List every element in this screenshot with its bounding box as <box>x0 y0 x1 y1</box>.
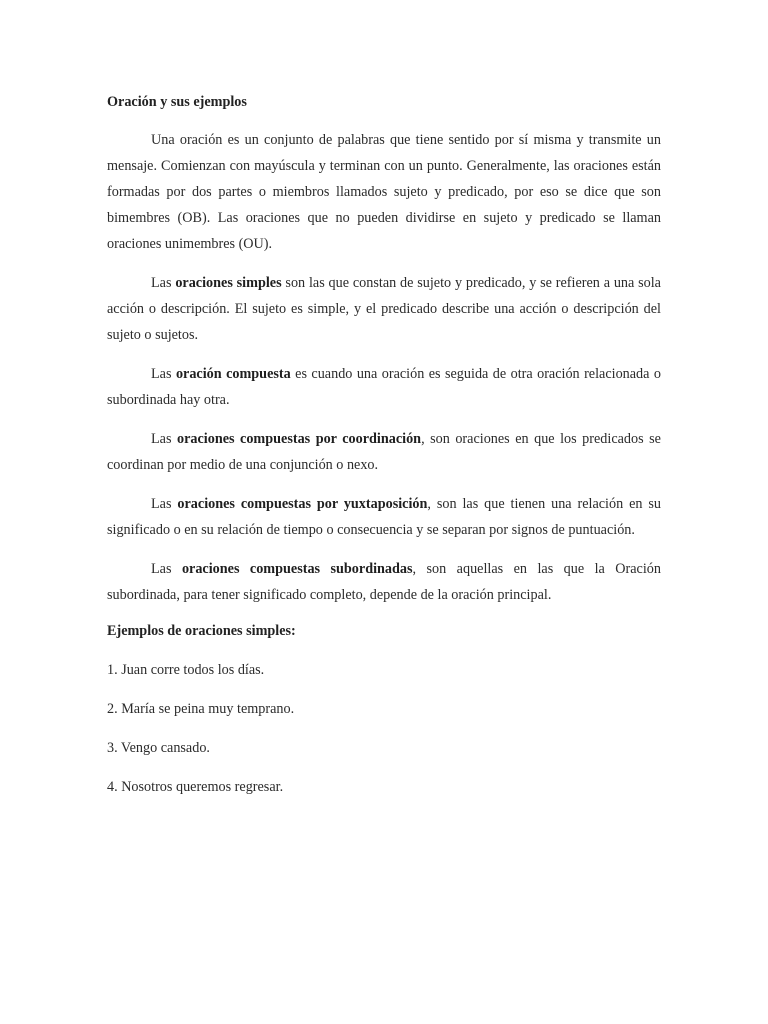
examples-list <box>107 660 661 797</box>
paragraph-text: , son aquellas en las que la Oración subordinada, para tener significado completo, depende de la oración principal. <box>107 561 661 603</box>
paragraph-text: Las <box>151 431 177 447</box>
examples-heading: Ejemplos de oraciones simples: <box>107 623 296 639</box>
document-body <box>107 92 661 816</box>
paragraph-text: , son las que tienen una relación en su significado o en su relación de tiempo o consecuencia y se separan por signos de puntuación. <box>107 496 662 538</box>
bold-term: oraciones simples <box>175 275 282 291</box>
paragraph-list <box>107 127 661 608</box>
body-paragraph <box>107 361 661 413</box>
body-paragraph <box>107 127 661 257</box>
paragraph-text: Las <box>151 366 176 382</box>
bold-term: oraciones compuestas por yuxtaposición <box>177 496 428 512</box>
document-title: Oración y sus ejemplos <box>107 94 247 110</box>
body-paragraph <box>107 270 661 348</box>
bold-term: oración compuesta <box>175 366 291 382</box>
paragraph-text: , son oraciones en que los predicados se coordinan por medio de una conjunción o nexo. <box>107 431 661 473</box>
bold-term: oraciones compuestas por coordinación <box>177 431 422 447</box>
paragraph-text: Las <box>151 561 182 577</box>
example-item: 2. María se peina muy temprano. <box>107 701 295 717</box>
bold-term: oraciones compuestas subordinadas <box>181 561 413 577</box>
paragraph-text: son las que constan de sujeto y predicado, y se refieren a una sola acción o descripción. El sujeto es simple, y el predicado describe una acción o descripción del sujeto o sujetos. <box>107 275 661 343</box>
paragraph-text: Las <box>151 275 176 291</box>
example-item: 1. Juan corre todos los días. <box>107 662 265 678</box>
body-paragraph <box>107 491 661 543</box>
paragraph-text: es cuando una oración es seguida de otra oración relacionada o subordinada hay otra. <box>107 366 661 408</box>
body-paragraph <box>107 556 661 608</box>
body-paragraph <box>107 426 661 478</box>
example-item: 3. Vengo cansado. <box>107 740 210 756</box>
example-item: 4. Nosotros queremos regresar. <box>107 779 284 795</box>
paragraph-text: Una oración es un conjunto de palabras que tiene sentido por sí misma y transmite un mensaje. Comienzan con mayúscula y terminan con un punto. Generalmente, las oraciones están formadas por dos partes o miembros llamados sujeto y predicado, por eso se dice que son bimembres (OB). Las oraciones que no pueden dividirse en sujeto y predicado se llaman oraciones unimembres (OU). <box>107 132 661 252</box>
paragraph-text: Las <box>151 496 178 512</box>
